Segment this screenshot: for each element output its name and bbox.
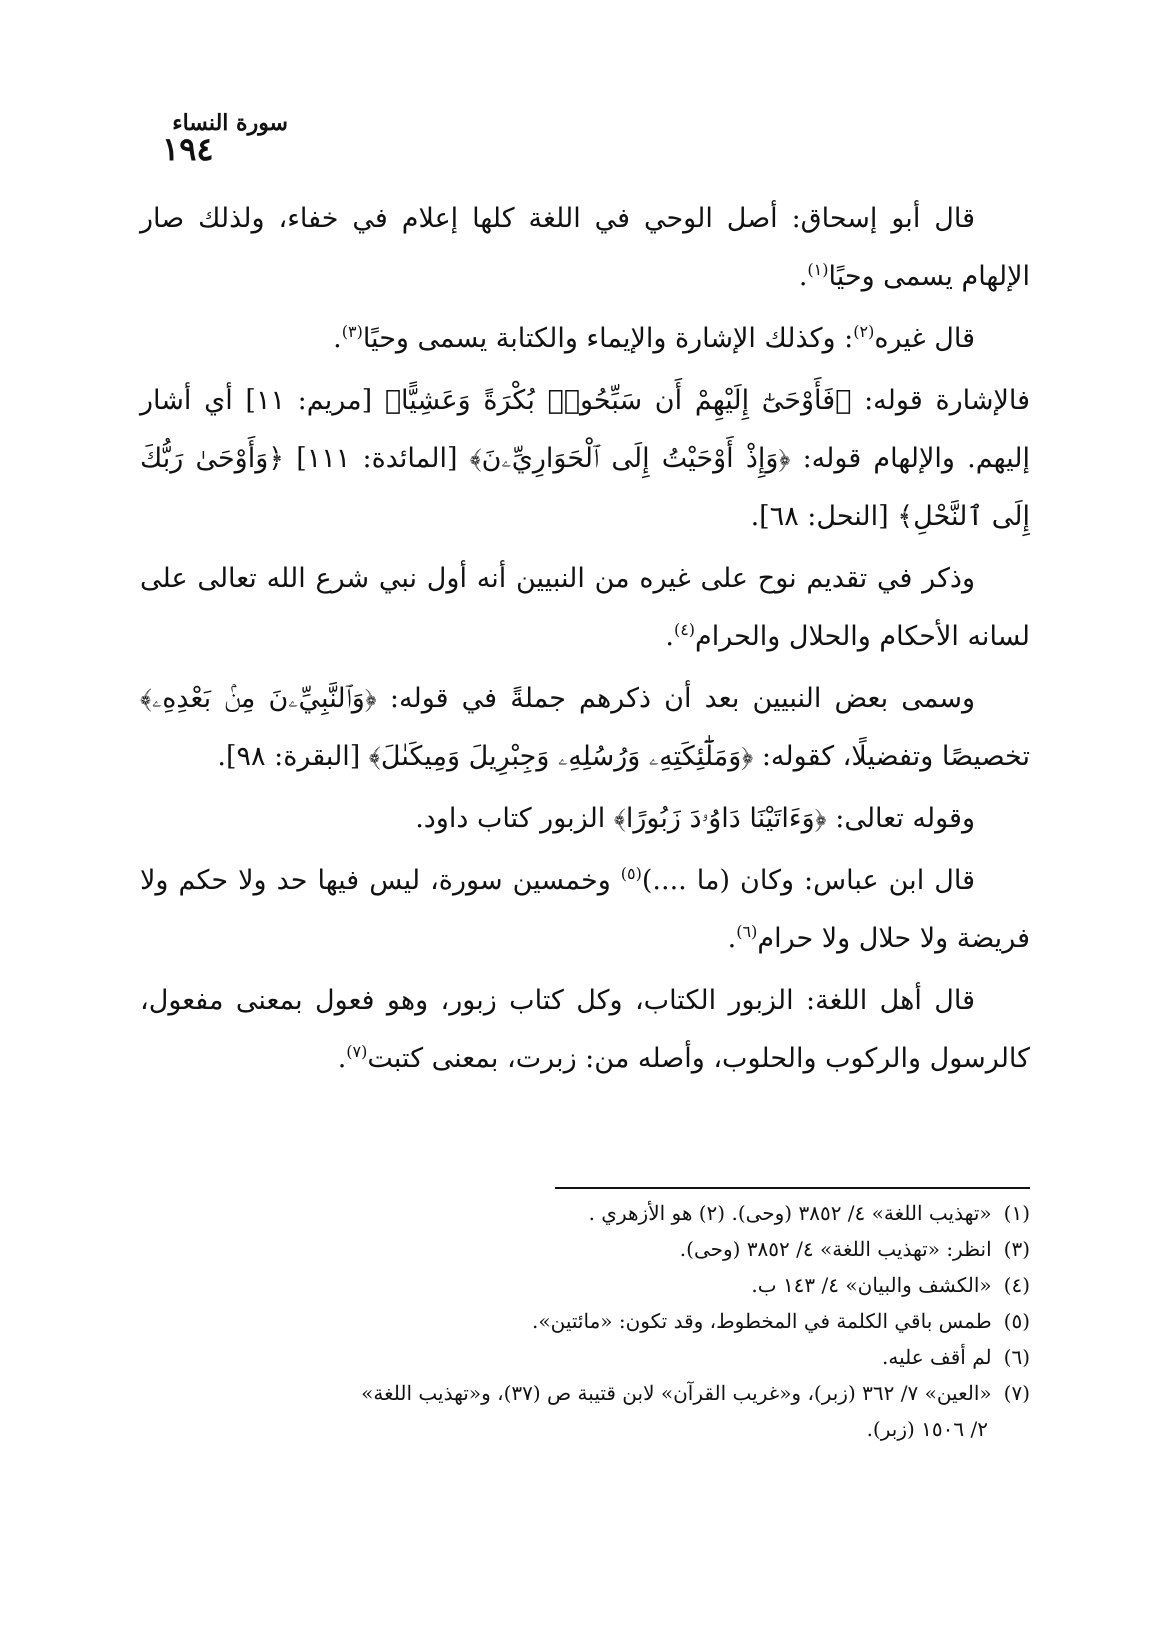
footnote-number: (٤) (1003, 1273, 1030, 1297)
footnote-1 (125, 1195, 1030, 1231)
quran-verse: ﴿وَإِذْ أَوْحَيْتُ إِلَى ٱلْحَوَارِيِّۦنَ﴾ (469, 443, 791, 474)
footnote-ref-3: (٣) (341, 322, 363, 341)
quran-verse: ﴿وَأَوْحَىٰ رَبُّكَ إِلَى ٱلنَّحْلِ﴾ (140, 443, 1030, 532)
footnote-ref-1: (١) (807, 260, 829, 279)
footnote-number: (٦) (1003, 1345, 1030, 1369)
page-number: ١٩٤ (162, 130, 214, 168)
footnote-7 (125, 1375, 1030, 1411)
footnote-text: «العين» ٧/ ٣٦٢ (زبر)، و«غريب القرآن» لابن قتيبة ص (٣٧)، و«تهذيب اللغة» (361, 1381, 992, 1405)
footnote-4 (125, 1267, 1030, 1303)
paragraph-5: وسمى بعض النبيين بعد أن ذكرهم جملةً في قوله: ﴿وَٱلنَّبِيِّۦنَ مِنۢ بَعْدِهِۦ﴾ تخصيصًا وتفضيلًا، كقوله: ﴿وَمَلَٰٓئِكَتِهِۦ وَرُسُلِهِۦ وَجِبْرِيلَ وَمِيكَىٰلَ﴾ [البقرة: ٩٨]. (140, 683, 1030, 772)
footnote-3 (125, 1231, 1030, 1267)
page-header (140, 100, 1023, 168)
footnote-ref-2: (٢) (853, 322, 875, 341)
footnote-5 (125, 1303, 1030, 1339)
paragraph-8: قال أهل اللغة: الزبور الكتاب، وكل كتاب زبور، وهو فعول بمعنى مفعول، كالرسول والركوب والحلوب، وأصله من: زبرت، بمعنى كتبت$^{(٧)}$. (140, 985, 1030, 1074)
quran-verse: ﴿فَأَوْحَىٰٓ إِلَيْهِمْ أَن سَبِّحُوا۟ بُكْرَةً وَعَشِيًّا﴾ (384, 385, 852, 416)
footnote-text: انظر: «تهذيب اللغة» ٤/ ٣٨٥٢ (وحى). (679, 1237, 992, 1261)
paragraph-6: وقوله تعالى: ﴿وَءَاتَيْنَا دَاوُۥدَ زَبُورًا﴾ الزبور كتاب داود. (415, 803, 975, 834)
footnote-divider (555, 1187, 1030, 1189)
paragraph-1: قال أبو إسحاق: أصل الوحي في اللغة كلها إعلام في خفاء، ولذلك صار الإلهام يسمى وحيًا$^{(١)}$. (140, 203, 1030, 292)
quran-verse: ﴿وَمَلَٰٓئِكَتِهِۦ وَرُسُلِهِۦ وَجِبْرِيلَ وَمِيكَىٰلَ﴾ (368, 741, 754, 772)
footnote-6 (125, 1339, 1030, 1375)
paragraph-2: قال غيره$^{(٢)}$: وكذلك الإشارة والإيماء والكتابة يسمى وحيًا$^{(٣)}$. (333, 322, 975, 354)
footnote-7-continuation: ٢/ ١٥٠٦ (زبر). (866, 1417, 988, 1441)
footnote-text: لم أقف عليه. (882, 1345, 992, 1369)
footnote-text: «تهذيب اللغة» ٤/ ٣٨٥٢ (وحى). (٢) هو الأزهري . (588, 1201, 992, 1225)
footnote-number: (١) (1003, 1201, 1030, 1225)
paragraph-4: وذكر في تقديم نوح على غيره من النبيين أنه أول نبي شرع الله تعالى على لسانه الأحكام والحلال والحرام$^{(٤)}$. (140, 563, 1030, 652)
running-title: سورة النساء (172, 110, 288, 136)
footnote-ref-4: (٤) (673, 620, 696, 639)
footnotes (125, 1195, 1030, 1447)
paragraph-7: قال ابن عباس: وكان (ما ....)$^{(٥)}$ وخمسين سورة، ليس فيها حد ولا حكم ولا فريضة ولا حلال ولا حرام$^{(٦)}$. (140, 864, 1030, 954)
quran-verse: ﴿وَٱلنَّبِيِّۦنَ مِنۢ بَعْدِهِۦ﴾ (140, 683, 377, 714)
footnote-ref-5: (٥) (620, 864, 642, 883)
footnote-text: طمس باقي الكلمة في المخطوط، وقد تكون: «مائتين». (532, 1309, 992, 1333)
footnote-number: (٥) (1003, 1309, 1030, 1333)
footnote-number: (٣) (1003, 1237, 1030, 1261)
footnote-text: «الكشف والبيان» ٤/ ١٤٣ ب. (751, 1273, 992, 1297)
quran-verse: ﴿وَءَاتَيْنَا دَاوُۥدَ زَبُورًا﴾ (613, 803, 827, 834)
footnote-ref-7: (٧) (346, 1042, 368, 1061)
main-text (140, 190, 1030, 1092)
paragraph-3: فالإشارة قوله: ﴿فَأَوْحَىٰٓ إِلَيْهِمْ أَن سَبِّحُوا۟ بُكْرَةً وَعَشِيًّا﴾ [مريم: ١١] أي أشار إليهم. والإلهام قوله: ﴿وَإِذْ أَوْحَيْتُ إِلَى ٱلْحَوَارِيِّۦنَ﴾ [المائدة: ١١١] ﴿وَأَوْحَىٰ رَبُّكَ إِلَى ٱلنَّحْلِ﴾ [النحل: ٦٨]. (140, 385, 1031, 532)
footnote-number: (٧) (1003, 1381, 1030, 1405)
footnote-ref-6: (٦) (736, 922, 758, 941)
